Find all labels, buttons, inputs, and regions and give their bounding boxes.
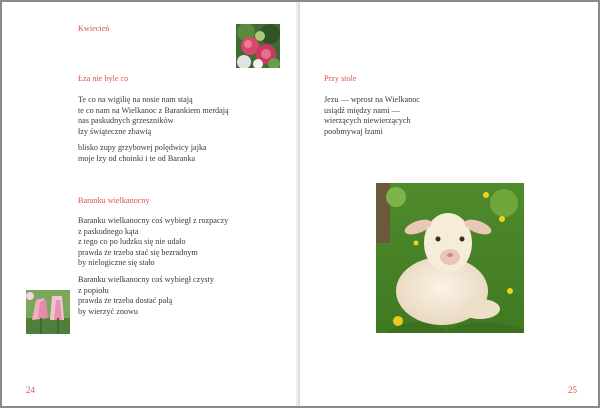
poem-line: Baranku wielkanocny coś wybiegł czysty [78,275,214,284]
poem-line: prawda że trzeba stać się bezradnym [78,247,198,257]
poem-line: łzy świąteczne zbawią [78,126,152,136]
poem-line: poobmywaj łzami [324,126,383,136]
poem-line: wierzących niewierzących [324,116,411,126]
poem1-stanza2 [78,143,207,164]
poem-line: Te co na wigilię na nosie nam stają [78,95,193,104]
poem-line: z tego co po ludzku się nie udało [78,237,186,247]
poem2-title: Baranku wielkanocny [78,196,150,205]
poem-line: te co nam na Wielkanoc z Barankiem merdają [78,105,229,115]
poem-line: nas paskudnych grzeszników [78,116,174,126]
tulip-photo [26,290,70,334]
poem-line: Baranku wielkanocny coś wybiegł z rozpaczy [78,216,229,225]
left-page [2,2,298,406]
poem-line: Jezu — wprost na Wielkanoc [324,95,420,104]
poem-line: by wierzyć znowu [78,306,139,316]
page-number-right: 25 [568,385,577,395]
poem-line: by nielogiczne się stało [78,258,155,268]
poem-line: prawda że trzeba dostać pałą [78,296,173,306]
poem2-stanza1 [78,216,228,269]
poem1-title: Łza nie byle co [78,74,129,83]
book-spread [2,2,598,406]
poem2-stanza2 [78,275,214,317]
poem-line: blisko zupy grzybowej polędwicy jajka [78,143,207,152]
poem-line: moje łzy od choinki i te od Baranka [78,153,196,163]
poem3-stanza1 [324,95,420,137]
flower-photo-top [236,24,280,68]
poem3-title: Przy stole [324,74,357,83]
poem-line: z popiołu [78,285,109,295]
right-page [300,2,598,406]
chapter-title: Kwiecień [78,24,110,33]
poem1-stanza1 [78,95,229,137]
poem-line: usiądź między nami — [324,105,400,115]
poem-line: z paskudnego kąta [78,226,139,236]
page-number-left: 24 [26,385,35,395]
lamb-photo [376,183,524,333]
